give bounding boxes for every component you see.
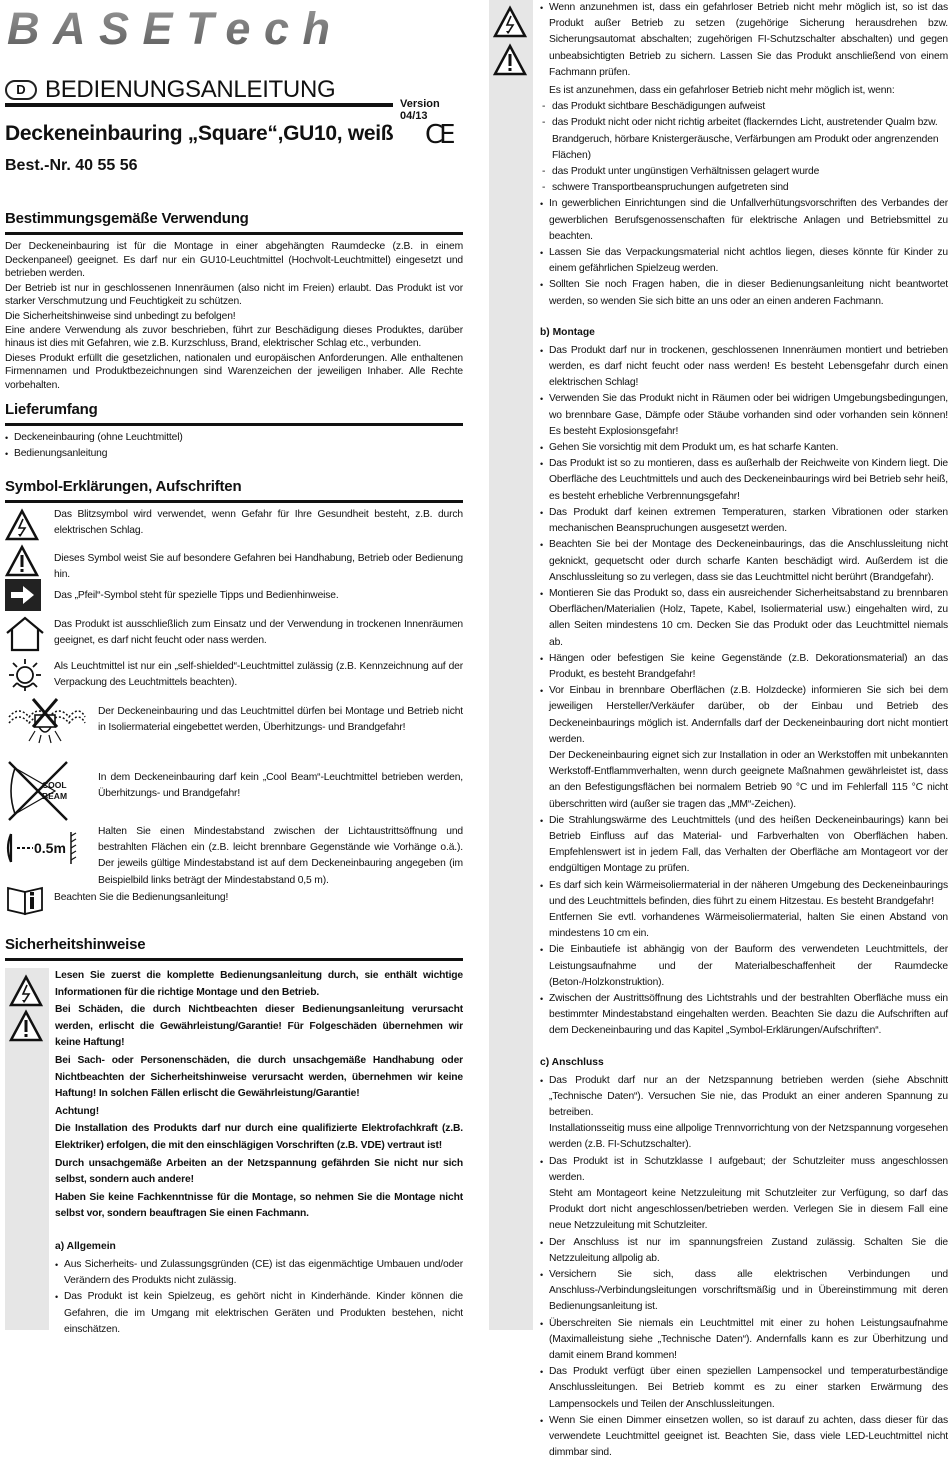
- list-item: • Gehen Sie vorsichtig mit dem Produkt um, es hat scharfe Kanten.: [540, 440, 948, 456]
- symbol-description: Das Produkt ist ausschließlich zum Einsatz und der Verwendung in trockenen Innenräumen geeignet, es darf nicht feucht oder nass werden.: [54, 619, 463, 647]
- min-distance-icon: [5, 828, 79, 868]
- sub-item: - das Produkt nicht oder nicht richtig arbeitet (flackerndes Licht, austretender Qualm bzw. Brandgeruch, hörbare Knistergeräusche, Verfärbungen am Produkt oder angrenzenden Flächen): [540, 115, 948, 164]
- paragraph: Der Deckeneinbauring ist für die Montage in einer abgehängten Raumdecke (z.B. in einem Deckenpaneel) geeignet. Es darf nur ein GU10-Leuchtmittel (Hochvolt-Leuchtmittel) eingesetzt und betrieben werden.: [5, 241, 463, 280]
- list-item: • Deckeneinbauring (ohne Leuchtmittel): [5, 430, 463, 446]
- svg-text:BASETech: BASETech: [7, 3, 329, 54]
- left-column: [5, 0, 463, 1360]
- paragraph: Der Deckeneinbauring eignet sich zur Installation in oder an Werkstoffen mit unbekannten Werkstoff-Entflammverhalten, wenn durch geeignete Maßnahmen gewährleistet ist, dass an den Befestigungsflächen bei normalem Betrieb 90 °C und im Fehlerfall 115 °C nicht überschritten wird (außer sie tragen das „MM“-Zeichen).: [549, 749, 948, 810]
- exclamation-warning-icon: [493, 44, 527, 76]
- list-item: • Vor Einbau in brennbare Oberflächen (z.B. Holzdecke) informieren Sie sich bei dem jeweiligen Hersteller/Verkäufer darüber, ob der Einbau und Betrieb des Deckeneinbaurings möglich ist. Andernfalls darf der Deckeneinbauring dort nicht montiert werden.: [540, 683, 948, 748]
- exclamation-warning-icon: [9, 1010, 43, 1042]
- paragraph: Dieses Produkt erfüllt die gesetzlichen, nationalen und europäischen Anforderungen. Alle enthaltenen Firmennamen und Produktbezeichnungen sind Warenzeichen der jeweiligen Inhaber. Alle Rechte vorbehalten.: [5, 352, 463, 392]
- svg-text:BEAM: BEAM: [42, 791, 68, 801]
- exclamation-warning-icon: [5, 545, 39, 577]
- list-item: • Bedienungsanleitung: [5, 446, 463, 462]
- list-item: • Wenn Sie einen Dimmer einsetzen wollen, so ist darauf zu achten, dass dieser für das verwendete Leuchtmittel geeignet ist. Beachten Sie, dass viele LED-Leuchtmittel nicht dimmbar sind.: [540, 1413, 948, 1461]
- paragraph: Bei Sach- oder Personenschäden, die durch unsachgemäße Handhabung oder Nichtbeachten der Sicherheitshinweise verursacht werden, übernehmen wir keine Haftung! In solchen Fällen erlischt die Gewährleistung/Garantie!: [55, 1054, 463, 1100]
- paragraph: Der Betrieb ist nur in geschlossenen Innenräumen (also nicht im Freien) erlaubt. Das Produkt ist vor starker Verschmutzung und Feuchtigkeit zu schützen.: [5, 282, 463, 308]
- document-type: BEDIENUNGSANLEITUNG: [45, 76, 336, 103]
- arrow-icon: [5, 579, 41, 611]
- intended-use-body: [5, 240, 463, 393]
- list-item: • Das Produkt ist kein Spielzeug, es gehört nicht in Kinderhände. Kinder können die Gefahren, die im Umgang mit elektrischen Geräten und Produkten bestehen, nicht einschätzen.: [55, 1289, 463, 1338]
- paragraph: Steht am Montageort keine Netzzuleitung mit Schutzleiter zur Verfügung, so darf das Produkt dort nicht angeschlossen/betrieben werden. Verlegen Sie in diesem Fall eine neue Netzzuleitung mit Schutzleiter.: [549, 1188, 948, 1232]
- subsection-heading-connection: c) Anschluss: [540, 1056, 604, 1068]
- svg-text:0.5m: 0.5m: [34, 840, 66, 856]
- list-item: • Zwischen der Austrittsöffnung des Lichtstrahls und der bestrahlten Oberfläche muss ein bestimmter Mindestabstand eingehalten werden. Beachten Sie dazu die Aufschriften auf dem Deckeneinbauring und das Kapitel „Symbol-Erklärungen/Aufschriften“.: [540, 991, 948, 1040]
- svg-text:COOL: COOL: [42, 780, 67, 790]
- self-shielded-lamp-icon: [5, 657, 45, 693]
- product-title: Deckeneinbauring „Square“,GU10, weiß: [5, 122, 394, 145]
- title-rule: [5, 103, 393, 107]
- symbol-description: Der Deckeneinbauring und das Leuchtmittel dürfen bei Montage und Betrieb nicht in Isoliermaterial eingebettet werden, Überhitzungs- und Brandgefahr!: [98, 706, 463, 734]
- lightning-warning-icon: [9, 975, 43, 1007]
- scope-list: [5, 430, 463, 462]
- section-heading-safety: Sicherheitshinweise: [5, 936, 463, 953]
- list-item: • Überschreiten Sie niemals ein Leuchtmittel mit einer zu hohen Leistungsaufnahme (Maximalleistung siehe „Technische Daten“). Andernfalls kann es zur Überhitzung und damit einem Brand kommen!: [540, 1316, 948, 1365]
- list-item: • Lassen Sie das Verpackungsmaterial nicht achtlos liegen, dieses könnte für Kinder zu einem gefährlichen Spielzeug werden.: [540, 245, 948, 277]
- paragraph: Die Installation des Produkts darf nur durch eine qualifizierte Elektrofachkraft (z.B. Elektriker) erfolgen, die mit den einschlägigen Vorschriften (z.B. VDE) vertraut ist!: [55, 1123, 463, 1151]
- language-badge: D: [5, 80, 37, 100]
- paragraph: Eine andere Verwendung als zuvor beschrieben, führt zur Beschädigung dieses Produktes, darüber hinaus ist dies mit Gefahren, wie z.B. Kurzschluss, Brand, elektrischer Schlag etc., verbunden.: [5, 324, 463, 350]
- list-item: • Beachten Sie bei der Montage des Deckeneinbaurings, das die Anschlussleitung nicht geknickt, gequetscht oder durch scharfe Kanten beschädigt wird. Außerdem ist die Anschlussleitung so zu verlegen, dass sie das Leuchtmittel nicht berührt (Brandgefahr).: [540, 537, 948, 586]
- right-column: [488, 0, 950, 1459]
- no-cool-beam-icon: [5, 758, 71, 824]
- paragraph: Installationsseitig muss eine allpolige Trennvorrichtung von der Netzspannung vorgesehen werden (z.B. FI-Schutzschalter).: [549, 1123, 948, 1151]
- list-item: • Hängen oder befestigen Sie keine Gegenstände (z.B. Dekorationsmaterial) an das Produkt, es besteht Brandgefahr!: [540, 651, 948, 683]
- section-heading-symbols: Symbol-Erklärungen, Aufschriften: [5, 478, 463, 495]
- list-item: • Es darf sich kein Wärmeisoliermaterial in der näheren Umgebung des Deckeneinbaurings und des Leuchtmittels befinden, dies führt zu einem Hitzestau. Es besteht Brandgefahr!: [540, 878, 948, 910]
- paragraph: Achtung!: [55, 1105, 99, 1117]
- info-manual-icon: [5, 882, 45, 916]
- list-item: • Das Produkt darf nur in trockenen, geschlossenen Innenräumen montiert und betrieben werden, es darf nicht feucht oder nass werden! Es besteht Lebensgefahr durch einen elektrischen Schlag!: [540, 343, 948, 392]
- sub-item: - das Produkt unter ungünstigen Verhältnissen gelagert wurde: [540, 164, 948, 180]
- section-heading-scope: Lieferumfang: [5, 401, 463, 418]
- lightning-warning-icon: [5, 509, 39, 541]
- list-item: • In gewerblichen Einrichtungen sind die Unfallverhütungsvorschriften des Verbandes der gewerblichen Berufsgenossenschaften für elektrische Anlagen und Betriebsmittel zu beachten.: [540, 196, 948, 245]
- lightning-warning-icon: [493, 6, 527, 38]
- ce-mark-icon: CE: [425, 120, 452, 150]
- house-icon: [5, 615, 45, 653]
- list-item: • Der Anschluss ist nur im spannungsfreien Zustand zulässig. Schalten Sie die Netzzuleitung allpolig ab.: [540, 1235, 948, 1267]
- subsection-heading-general: a) Allgemein: [55, 1240, 116, 1252]
- symbol-description: Das „Pfeil“-Symbol steht für spezielle Tipps und Bedienhinweise.: [54, 590, 339, 601]
- article-number: Best.-Nr. 40 55 56: [5, 157, 138, 174]
- list-item: • Die Einbautiefe ist abhängig von der Bauform des verwendeten Leuchtmittels, der Leistungsaufnahme und der Materialbeschaffenheit der Raumdecke (Beton-/Holzkonstruktion).: [540, 942, 948, 991]
- paragraph: Haben Sie keine Fachkenntnisse für die Montage, so nehmen Sie die Montage nicht selbst vor, sondern beauftragen Sie einen Fachmann.: [55, 1191, 463, 1220]
- paragraph: Entfernen Sie evtl. vorhandenes Wärmeisoliermaterial, halten Sie einen Abstand von mindestens 10 cm ein.: [549, 911, 948, 940]
- version-label: Version 04/13: [400, 98, 440, 122]
- symbol-description: In dem Deckeneinbauring darf kein „Cool Beam“-Leuchtmittel betrieben werden, Überhitzungs- und Brandgefahr!: [98, 772, 463, 800]
- safety-intro: [55, 968, 463, 1338]
- section-heading-intended-use: Bestimmungsgemäße Verwendung: [5, 210, 463, 227]
- list-item: • Das Produkt darf nur an der Netzspannung betrieben werden (siehe Abschnitt „Technische Daten“). Versuchen Sie nie, das Produkt an einer anderen Spannung zu betreiben.: [540, 1073, 948, 1122]
- symbol-description: Halten Sie einen Mindestabstand zwischen der Lichtaustrittsöffnung und bestrahlten Flächen ein (z.B. leicht brennbare Gegenstände wie Vorhänge o.ä.). Der jeweils gültige Mindestabstand ist auf dem Deckeneinbauring angegeben (im Beispielbild links beträgt der Mindestabstand 0,5 m).: [98, 826, 463, 886]
- paragraph: Lesen Sie zuerst die komplette Bedienungsanleitung durch, sie enthält wichtige Informationen für die richtige Montage und den Betrieb.: [55, 970, 463, 998]
- list-item: • Die Strahlungswärme des Leuchtmittels (und des heißen Deckeneinbaurings) kann bei Betrieb Einfluss auf das Material- und Farbverhalten von Oberflächen haben. Empfehlenswert ist in jedem Fall, das Verhalten der Oberfläche am Montageort vor der endgültigen Montage zu prüfen.: [540, 813, 948, 878]
- list-item: • Sollten Sie noch Fragen haben, die in dieser Bedienungsanleitung nicht beantwortet werden, so wenden Sie sich bitte an uns oder an einen anderen Fachmann.: [540, 277, 948, 309]
- sub-item: - das Produkt sichtbare Beschädigungen aufweist: [540, 99, 948, 115]
- list-item: • Wenn anzunehmen ist, dass ein gefahrloser Betrieb nicht mehr möglich ist, so ist das Produkt außer Betrieb zu setzen (zugehörige Sicherung herausdrehen bzw. Sicherungsautomat abschalten; zugehörigen FI-Schutzschalter abschalten) und gegen unbeabsichtigten Betrieb zu sichern. Lassen Sie das Produkt anschließend von einem Fachmann prüfen.: [540, 0, 948, 81]
- list-item: • Das Produkt ist in Schutzklasse I aufgebaut; der Schutzleiter muss angeschlossen werden.: [540, 1154, 948, 1186]
- list-item: • Das Produkt darf keinen extremen Temperaturen, starken Vibrationen oder starken mechanischen Beanspruchungen ausgesetzt werden.: [540, 505, 948, 537]
- list-item: • Montieren Sie das Produkt so, dass ein ausreichender Sicherheitsabstand zu brennbaren Oberflächen/Materialien (Holz, Tapete, Kabel, Isoliermaterial usw.) eingehalten wird, zu allen Seiten mindestens 10 cm. Decken Sie das Produkt oder das Leuchtmittel niemals ab.: [540, 586, 948, 651]
- symbol-description: Als Leuchtmittel ist nur ein „self-shielded“-Leuchtmittel zulässig (z.B. Kennzeichnung auf der Verpackung des Leuchtmittels beachten).: [54, 661, 463, 689]
- no-insulation-icon: [5, 697, 87, 745]
- paragraph: Durch unsachgemäße Arbeiten an der Netzspannung gefährden Sie nicht nur sich selbst, sondern auch andere!: [55, 1157, 463, 1186]
- list-item: • Verwenden Sie das Produkt nicht in Räumen oder bei widrigen Umgebungsbedingungen, wo brennbare Gase, Dämpfe oder Stäube vorhanden sind oder vorhanden sein können! Es besteht Explosionsgefahr!: [540, 391, 948, 440]
- paragraph: Es ist anzunehmen, dass ein gefahrloser Betrieb nicht mehr möglich ist, wenn:: [549, 85, 895, 97]
- paragraph: Bei Schäden, die durch Nichtbeachten dieser Bedienungsanleitung verursacht werden, erlischt die Gewährleistung/Garantie! Für Folgeschäden übernehmen wir keine Haftung!: [55, 1004, 463, 1049]
- list-item: • Aus Sicherheits- und Zulassungsgründen (CE) ist das eigenmächtige Umbauen und/oder Verändern des Produkts nicht zulässig.: [55, 1257, 463, 1289]
- subsection-heading-mounting: b) Montage: [540, 326, 595, 338]
- list-item: • Versichern Sie sich, dass alle elektrischen Verbindungen und Anschluss-/Verbindungsleitungen vorschriftsmäßig und in Übereinstimmung mit deren Bedienungsanleitung ist.: [540, 1267, 948, 1316]
- symbol-description: Dieses Symbol weist Sie auf besondere Gefahren bei Handhabung, Betrieb oder Bedienung hin.: [54, 553, 463, 581]
- sub-item: - schwere Transportbeanspruchungen aufgetreten sind: [540, 180, 948, 196]
- list-item: • Das Produkt ist so zu montieren, dass es außerhalb der Reichweite von Kindern liegt. Die Oberfläche des Leuchtmittels und auch des Deckeneinbaurings wird bei Betrieb sehr heiß, es besteht erhebliche Verbrennungsgefahr!: [540, 456, 948, 505]
- list-item: • Das Produkt verfügt über einen speziellen Lampensockel und temperaturbeständige Anschlussleitungen. Bei Betrieb kommt es zu einer starken Erwärmung des Lampensockels und Teilen der Anschlussleitungen.: [540, 1364, 948, 1413]
- right-top-block: [540, 0, 948, 1461]
- symbol-description: Das Blitzsymbol wird verwendet, wenn Gefahr für Ihre Gesundheit besteht, z.B. durch elektrischen Schlag.: [54, 509, 463, 537]
- basetech-logo: [5, 4, 335, 52]
- symbol-description: Beachten Sie die Bedienungsanleitung!: [54, 892, 229, 903]
- paragraph: Die Sicherheitshinweise sind unbedingt zu befolgen!: [5, 310, 236, 322]
